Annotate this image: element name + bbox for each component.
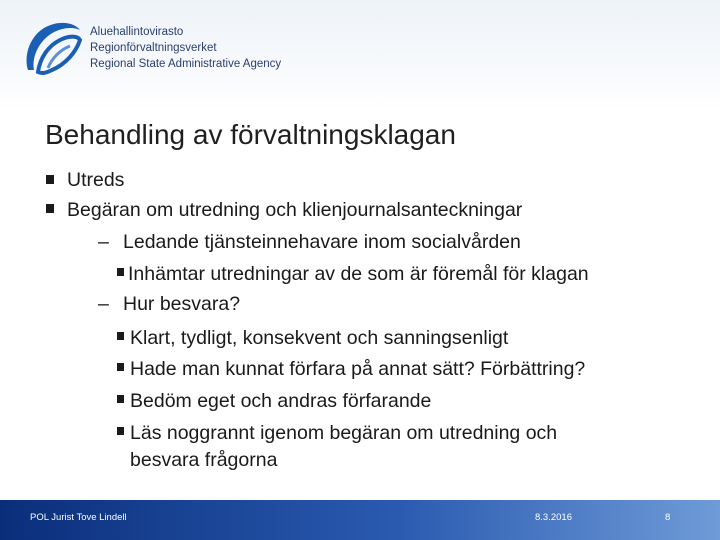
sub-item: Hur besvara? — [123, 293, 241, 315]
slide-title: Behandling av förvaltningsklagan — [45, 119, 456, 150]
page-number: 8 — [665, 512, 671, 523]
bullet-item: Begäran om utredning och klienjournalsanteckningar — [67, 199, 523, 221]
bullet-item: Utreds — [67, 169, 125, 191]
agency-name-swedish: Regionförvaltningsverket — [90, 42, 217, 54]
sub-sub-item: Läs noggrannt igenom begäran om utredning och — [130, 422, 558, 444]
square-bullet-icon — [46, 175, 54, 184]
square-bullet-icon — [46, 204, 54, 213]
agency-name-block — [90, 24, 281, 72]
dash-bullet: – — [98, 231, 109, 253]
sub-item: Ledande tjänsteinnehavare inom socialvården — [123, 231, 521, 253]
dash-bullet: – — [98, 293, 109, 315]
small-square-bullet-icon — [117, 363, 124, 371]
small-square-bullet-icon — [117, 427, 124, 435]
small-square-bullet-icon — [117, 268, 124, 276]
sub-sub-item: Hade man kunnat förfara på annat sätt? Förbättring? — [130, 358, 586, 380]
sub-sub-item: Inhämtar utredningar av de som är föremål för klagan — [128, 263, 589, 285]
footer-author: POL Jurist Tove Lindell — [30, 512, 127, 523]
small-square-bullet-icon — [117, 332, 124, 340]
footer-date: 8.3.2016 — [535, 512, 572, 523]
sub-sub-item: Klart, tydligt, konsekvent och sanningsenligt — [130, 327, 509, 349]
footer-bar — [0, 500, 720, 540]
small-square-bullet-icon — [117, 395, 124, 403]
avi-logo-icon — [22, 18, 84, 78]
sub-sub-item-continuation: besvara frågorna — [130, 449, 278, 471]
agency-name-finnish: Aluehallintovirasto — [90, 26, 184, 38]
agency-name-english: Regional State Administrative Agency — [90, 58, 282, 70]
sub-sub-item: Bedöm eget och andras förfarande — [130, 390, 432, 412]
